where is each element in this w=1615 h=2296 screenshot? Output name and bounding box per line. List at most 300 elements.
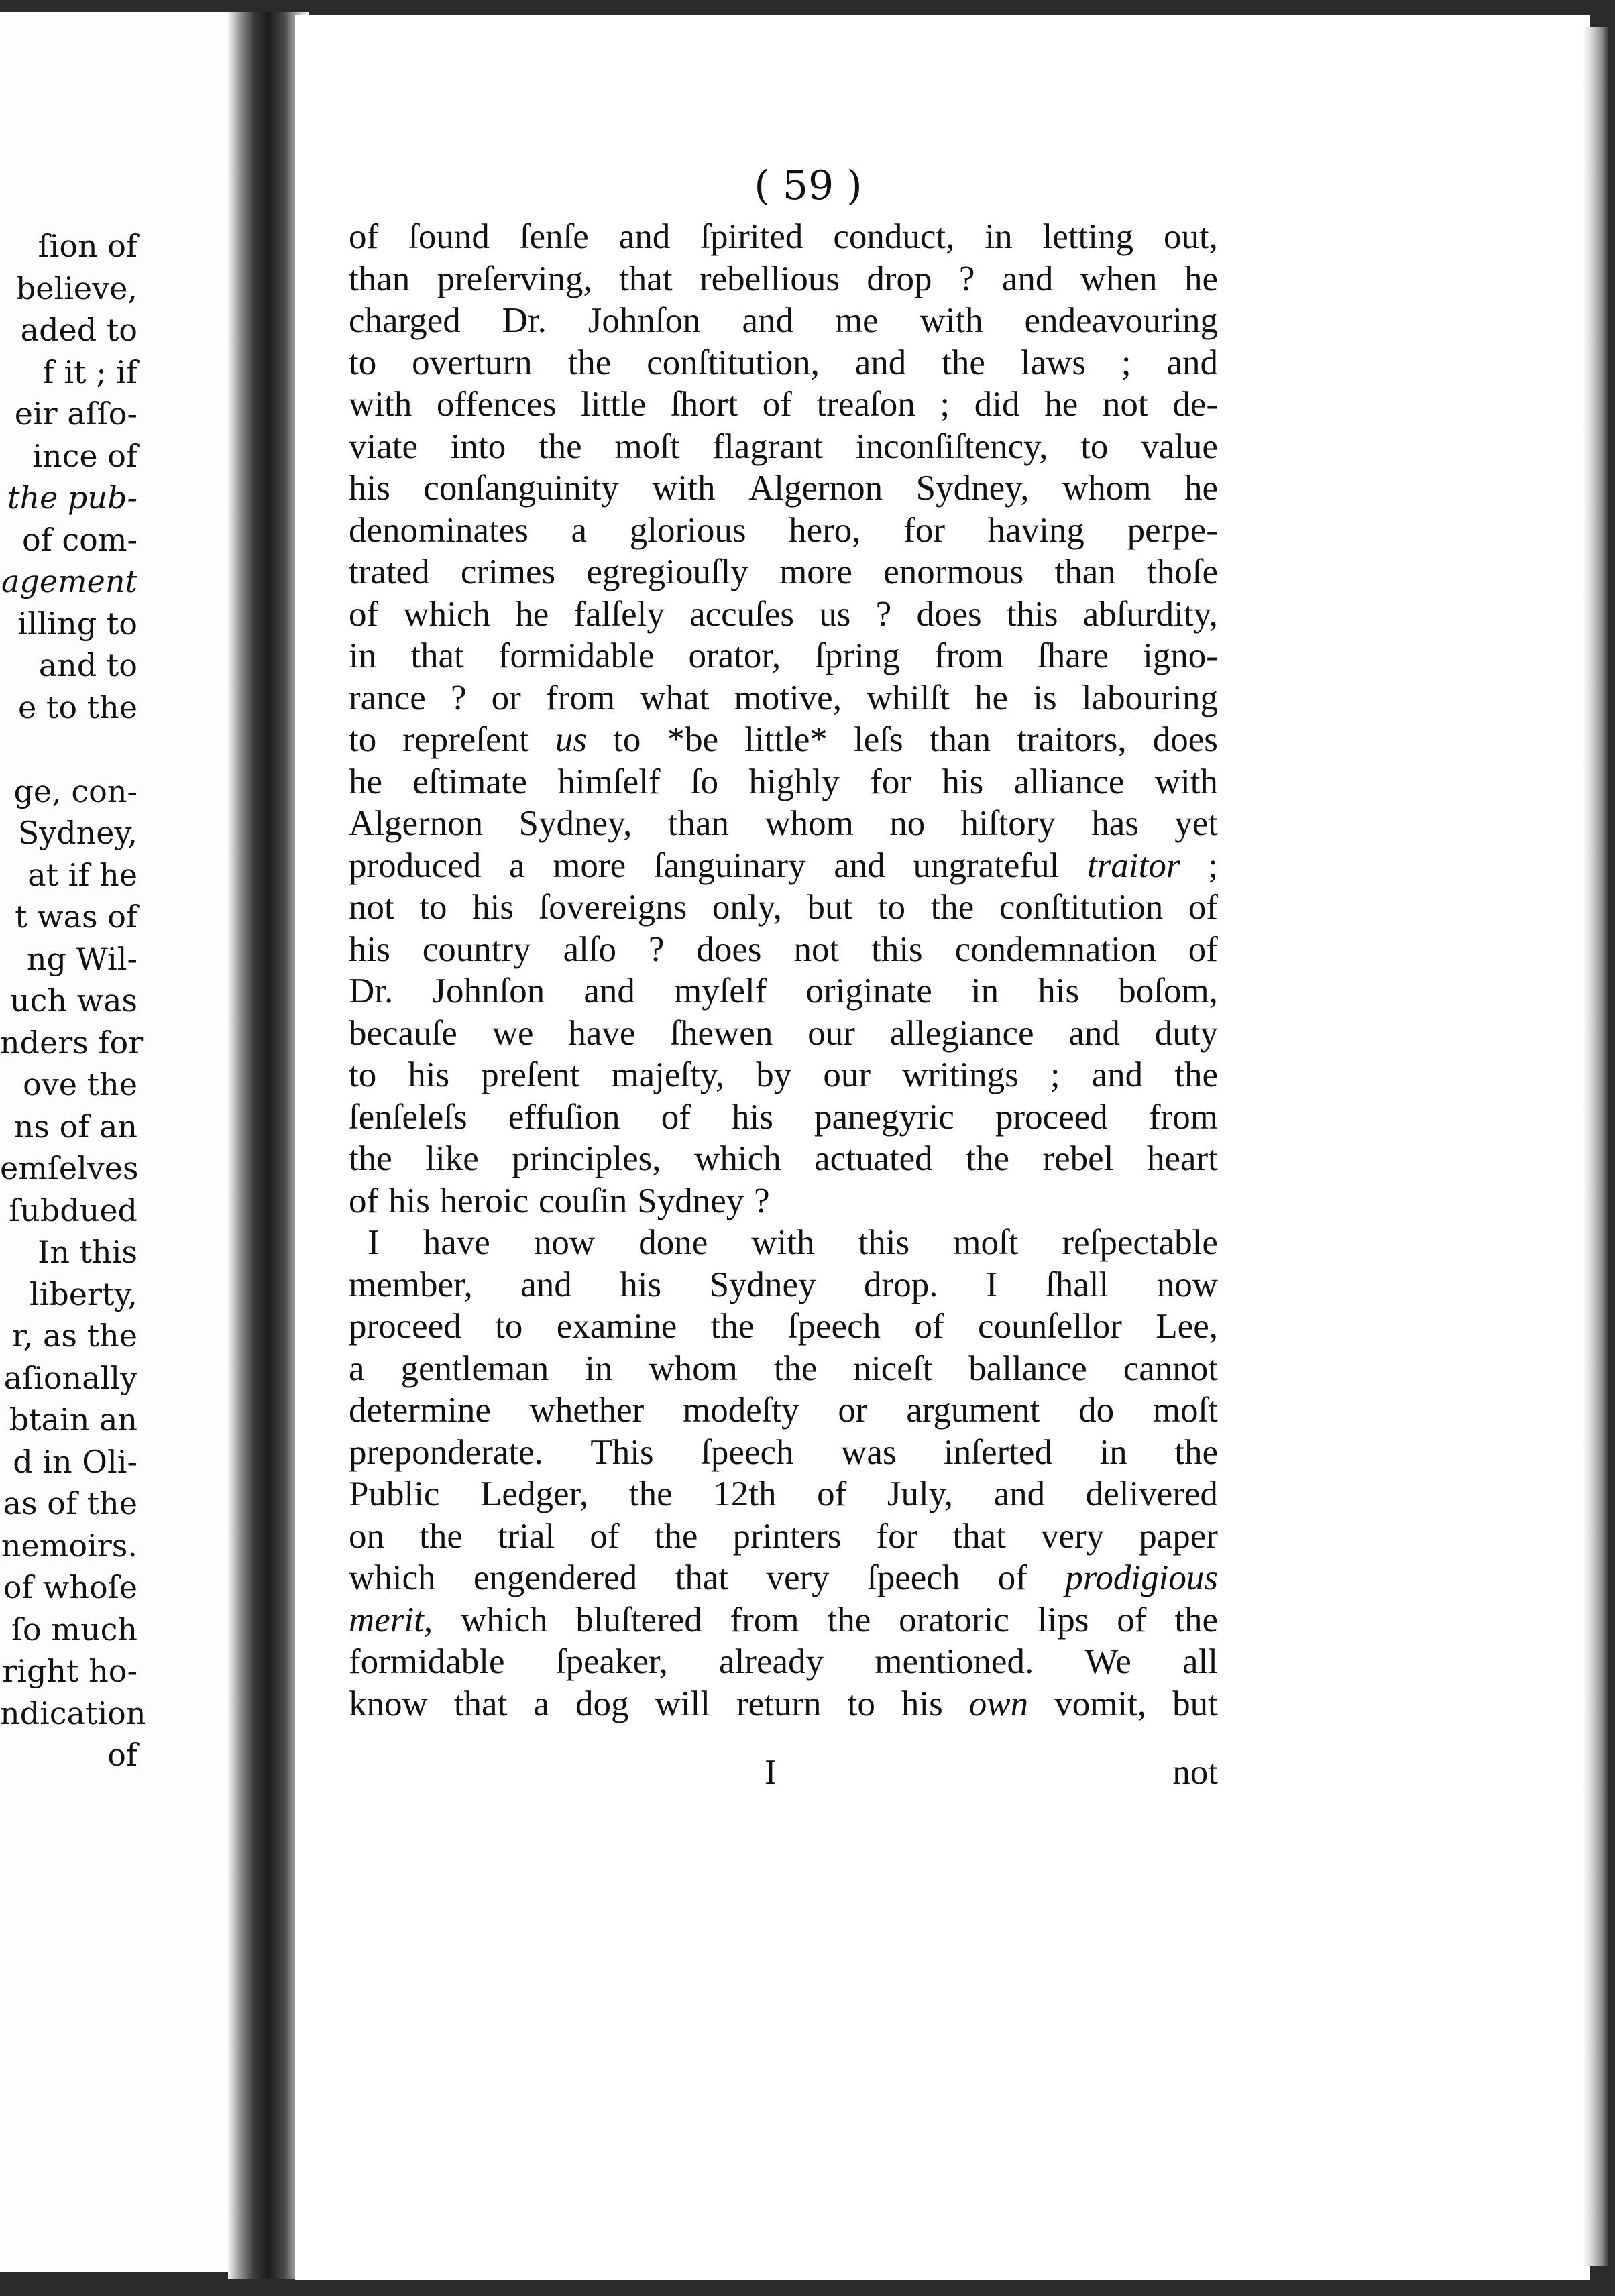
word: do [1078,1391,1115,1430]
word: for [903,510,946,550]
left-page-line: of com- [22,521,137,558]
word: Sydney [637,1181,744,1220]
word: ſhare [1038,636,1109,675]
text-line [349,300,1218,342]
left-page-line: ince of [32,437,137,474]
word: originate [805,972,932,1011]
word: of [762,385,792,424]
word: a [533,1684,549,1723]
word: examine [556,1307,677,1346]
left-page-text [0,225,146,1776]
word: viate [349,426,418,466]
word: more [779,553,852,591]
word: Johnſon [588,301,701,340]
word: labouring [1081,678,1218,718]
left-page-line: f it ; if [42,353,137,390]
word: orator, [688,636,781,675]
word: with [652,469,716,508]
word: his [349,469,390,508]
word: preſerving, [437,259,592,298]
word: offences [436,385,557,424]
word: We [1084,1642,1131,1681]
text-line [349,803,1218,845]
word: ſpeech [701,1432,794,1472]
word: majeſty, [611,1055,725,1094]
word: in [349,636,377,675]
word: ſpeech [787,1307,881,1346]
word: with [751,1223,815,1262]
word: to [349,1055,377,1094]
word: in [585,1348,613,1388]
word: abſurdity, [1082,594,1218,634]
word: This [590,1432,654,1472]
text-line [349,970,1218,1013]
word: ? [754,1181,770,1220]
word: out, [1163,217,1218,256]
word: whilſt [867,678,950,718]
word: a [508,846,525,885]
word: prodigious [1065,1558,1218,1597]
word: hiſtory [960,804,1056,843]
word: heroic [439,1181,529,1220]
word: was [841,1432,897,1472]
word: for [876,1516,918,1556]
text-line [349,1473,1218,1515]
word: ſpeaker, [555,1642,668,1681]
word: gentleman [400,1348,549,1388]
word: this [1006,594,1058,634]
word: moſt [614,426,680,466]
word: that [453,1684,508,1723]
word: boſom, [1118,972,1218,1011]
word: the [930,888,974,927]
word: ſpirited [700,217,803,256]
word: than [1054,553,1116,591]
word: to [349,720,377,759]
word: of [1117,1600,1147,1640]
left-page-line: and to [38,647,137,683]
word: July, [887,1475,954,1513]
word: in [1099,1432,1127,1472]
left-page-line: t was of [15,899,137,935]
word: ſound [408,217,490,256]
word: of [349,217,379,256]
word: and [1091,1055,1144,1094]
word: ſo [690,762,719,801]
word: and [742,301,793,340]
word: delivered [1085,1475,1218,1513]
word: paper [1139,1516,1218,1556]
word: yet [1174,804,1218,843]
word: not [1102,385,1148,424]
word: very [1040,1516,1105,1556]
word: of [1188,929,1218,969]
word: he [515,594,549,634]
left-page-line: of [107,1737,137,1773]
word: Johnſon [432,972,545,1011]
word: ? [648,929,665,969]
word: with [349,385,412,424]
word: his [408,1055,450,1094]
word: traitor [1087,846,1180,885]
word: of [914,1307,944,1346]
word: igno- [1143,636,1218,675]
word: enormous [883,553,1024,591]
text-line [349,1096,1218,1139]
word: little [581,385,647,424]
word: eſtimate [412,762,528,801]
word: on [349,1516,384,1556]
word: what [640,678,710,718]
word: ? [958,259,975,298]
word: will [655,1684,710,1723]
left-page-line: liberty, [29,1275,137,1312]
word: the [1174,1432,1218,1472]
word: Sydney, [518,804,632,843]
word: not [349,888,394,927]
word: very [766,1558,830,1597]
word: argument [906,1391,1040,1430]
word: thoſe [1147,553,1218,591]
word: I [368,1223,380,1262]
word: he [1184,259,1218,298]
word: he [1044,385,1078,424]
word: alſo [563,929,617,969]
word: conſanguinity [423,469,619,508]
left-page-line: e to the [18,689,137,726]
left-page-line: d in Oli- [13,1443,137,1480]
page-footer [349,1752,1218,1793]
word: cannot [1123,1348,1218,1388]
word: I [985,1265,998,1304]
word: when [1080,259,1158,298]
word: overturn [412,343,533,382]
catchword: not [1172,1753,1218,1792]
word: Ledger, [480,1475,589,1513]
word: de- [1172,385,1218,424]
word: and [854,343,907,382]
word: Dr. [502,301,547,340]
word: but [1172,1684,1218,1723]
word: did [974,385,1020,424]
word: he [1184,469,1218,508]
word: panegyric [814,1097,954,1137]
word: traitors, [1017,720,1127,759]
word: whom [649,1348,738,1388]
word: to [877,888,905,927]
word: his [901,1684,943,1723]
word: that [675,1558,729,1597]
left-page-line: ove the [23,1066,137,1102]
word: us [819,594,851,634]
word: dog [575,1684,629,1723]
word: his [1038,972,1080,1011]
text-line [349,426,1218,468]
word: ; [1050,1055,1060,1094]
word: of [997,1558,1027,1597]
word: repreſent [402,720,529,759]
word: only, [712,888,782,927]
word: heart [1146,1139,1218,1178]
word: me [834,301,879,340]
word: niceſt [853,1348,933,1388]
word: more [553,846,626,885]
word: whom [1062,469,1152,508]
word: already [719,1642,824,1681]
word: and [993,1475,1046,1513]
word: now [1156,1265,1218,1304]
word: of [349,594,379,634]
word: have [568,1013,636,1053]
word: member, [349,1265,473,1304]
word: whom [765,804,854,843]
word: ſpeech [867,1558,960,1597]
word: which [349,1558,436,1597]
word: the [942,343,985,382]
word: of [1188,888,1218,927]
word: with [920,301,983,340]
word: vomit, [1054,1684,1147,1723]
text-line [349,342,1218,384]
word: ſenſe [519,217,589,256]
word: ? [875,594,892,634]
word: laws [1020,343,1086,382]
word: us [555,720,588,759]
word: accuſes [689,594,795,634]
text-line [349,845,1218,887]
word: condemnation [954,929,1156,969]
word: the [773,1348,818,1388]
word: for [870,762,912,801]
word: which [403,594,490,634]
word: all [1182,1642,1218,1681]
left-page-line: believe, [15,270,137,306]
word: that [952,1516,1006,1556]
word: ungrateful [913,846,1060,885]
text-line [349,761,1218,803]
text-line [349,1264,1218,1306]
word: whether [529,1391,645,1430]
word: printers [732,1516,842,1556]
word: conſtitution, [647,343,820,382]
left-page-line: ns of an [13,1108,137,1145]
word: the [966,1139,1009,1178]
word: done [638,1223,708,1262]
word: Sydney, [915,469,1029,508]
text-line [349,1389,1218,1432]
word: actuated [814,1139,933,1178]
word: that [619,259,673,298]
word: the [567,343,612,382]
word: no [889,804,926,843]
word: he [974,678,1009,718]
left-page-line: nders for [0,1024,144,1061]
word: treaſon [816,385,915,424]
word: his [388,1181,430,1220]
word: does [916,594,982,634]
word: from [546,678,616,718]
word: our [823,1055,871,1094]
word: himſelf [557,762,661,801]
text-line [349,1013,1218,1055]
left-page-line: r, as the [11,1318,137,1354]
word: but [807,888,853,927]
text-line [349,593,1218,636]
word: to [349,343,377,382]
word: the [538,426,582,466]
word: principles, [512,1139,661,1178]
word: his [731,1097,773,1137]
word: falſely [573,594,665,634]
word: than [349,259,410,298]
word: moſt [953,1223,1019,1262]
word: with [1154,762,1218,801]
word: engendered [473,1558,638,1597]
word: glorious [629,510,746,550]
word: duty [1154,1013,1218,1053]
word: egregiouſly [586,553,748,591]
word: Lee, [1156,1307,1218,1346]
word: and [583,972,635,1011]
word: becauſe [349,1013,457,1053]
text-line [349,719,1218,761]
word: effuſion [508,1097,620,1137]
word: Sydney [709,1265,816,1304]
left-facing-page [0,12,235,2272]
left-page-line: aded to [20,312,137,348]
left-page-line: ndication [0,1695,146,1731]
word: motive, [734,678,842,718]
text-line [349,1683,1218,1725]
word: counſellor [978,1307,1122,1346]
word: in [970,972,999,1011]
word: conduct, [833,217,955,256]
word: of [817,1475,847,1513]
text-line [349,1557,1218,1599]
word: by [756,1055,792,1094]
word: the [419,1516,463,1556]
word: modeſty [682,1391,799,1430]
word: preponderate. [349,1432,543,1472]
word: reſpectable [1062,1223,1218,1262]
word: flagrant [712,426,824,466]
word: rebellious [699,259,840,298]
word: proceed [995,1097,1108,1137]
word: like [425,1139,479,1178]
word: a [571,510,588,550]
word: of [590,1516,620,1556]
word: now [533,1223,596,1262]
word: or [838,1391,868,1430]
left-page-line: right ho- [2,1653,137,1689]
word: oratoric [899,1600,1009,1640]
word: moſt [1152,1391,1218,1430]
word: and [618,217,671,256]
left-page-line: ſion of [38,228,137,264]
word: not [793,929,840,969]
text-line [349,886,1218,929]
word: country [422,929,531,969]
page-body-text [349,216,1218,1725]
left-page-line: agement [1,563,137,599]
word: from [934,636,1003,675]
word: his [472,888,514,927]
page-number-header: ( 59 ) [754,162,862,209]
word: this [858,1223,910,1262]
word: this [871,929,923,969]
text-line [349,1599,1218,1642]
word: determine [349,1391,491,1430]
word: and [834,846,885,885]
word: lips [1037,1600,1089,1640]
word: to [1080,426,1109,466]
left-page-line: uch was [9,982,137,1019]
word: ſovereigns [539,888,687,927]
word: produced [349,846,482,885]
word: merit, [349,1600,433,1640]
word: Algernon [349,804,484,843]
word: *be [667,720,719,759]
word: conſtitution [999,888,1164,927]
word: to [613,720,641,759]
word: formidable [349,1642,505,1681]
left-page-line: Sydney, [17,815,137,851]
word: and [1001,259,1054,298]
word: inconſiſtency, [855,426,1048,466]
text-line [349,258,1218,300]
word: couſin [538,1181,628,1220]
word: his [620,1265,662,1304]
word: endeavouring [1024,301,1218,340]
word: 12th [713,1475,777,1513]
word: to [419,888,447,927]
left-page-line: as of the [3,1485,137,1522]
word: hero, [789,510,861,550]
word: ſpring [815,636,900,675]
word: in [985,217,1013,256]
text-line [349,216,1218,258]
word: than [929,720,991,759]
word: the [654,1516,698,1556]
word: myſelf [673,972,767,1011]
word: proceed [349,1307,461,1346]
word: bluſtered [575,1600,702,1640]
word: has [1091,804,1139,843]
word: we [492,1013,534,1053]
word: ſhewen [670,1013,773,1053]
text-line [349,467,1218,510]
word: and [1068,1013,1120,1053]
word: and [1166,343,1218,382]
word: our [808,1013,855,1053]
word: allegiance [889,1013,1034,1053]
word: return [736,1684,822,1723]
word: writings [902,1055,1019,1094]
text-line [349,1348,1218,1390]
text-line [349,1306,1218,1348]
word: preſent [481,1055,580,1094]
word: from [730,1600,799,1640]
word: perpe- [1127,510,1218,550]
word: own [968,1684,1029,1723]
word: having [987,510,1084,550]
text-line [349,1180,1218,1222]
word: trial [497,1516,555,1556]
word: does [696,929,762,969]
left-page-line: the pub- [7,479,137,516]
word: rance [349,678,426,718]
word: to [847,1684,875,1723]
